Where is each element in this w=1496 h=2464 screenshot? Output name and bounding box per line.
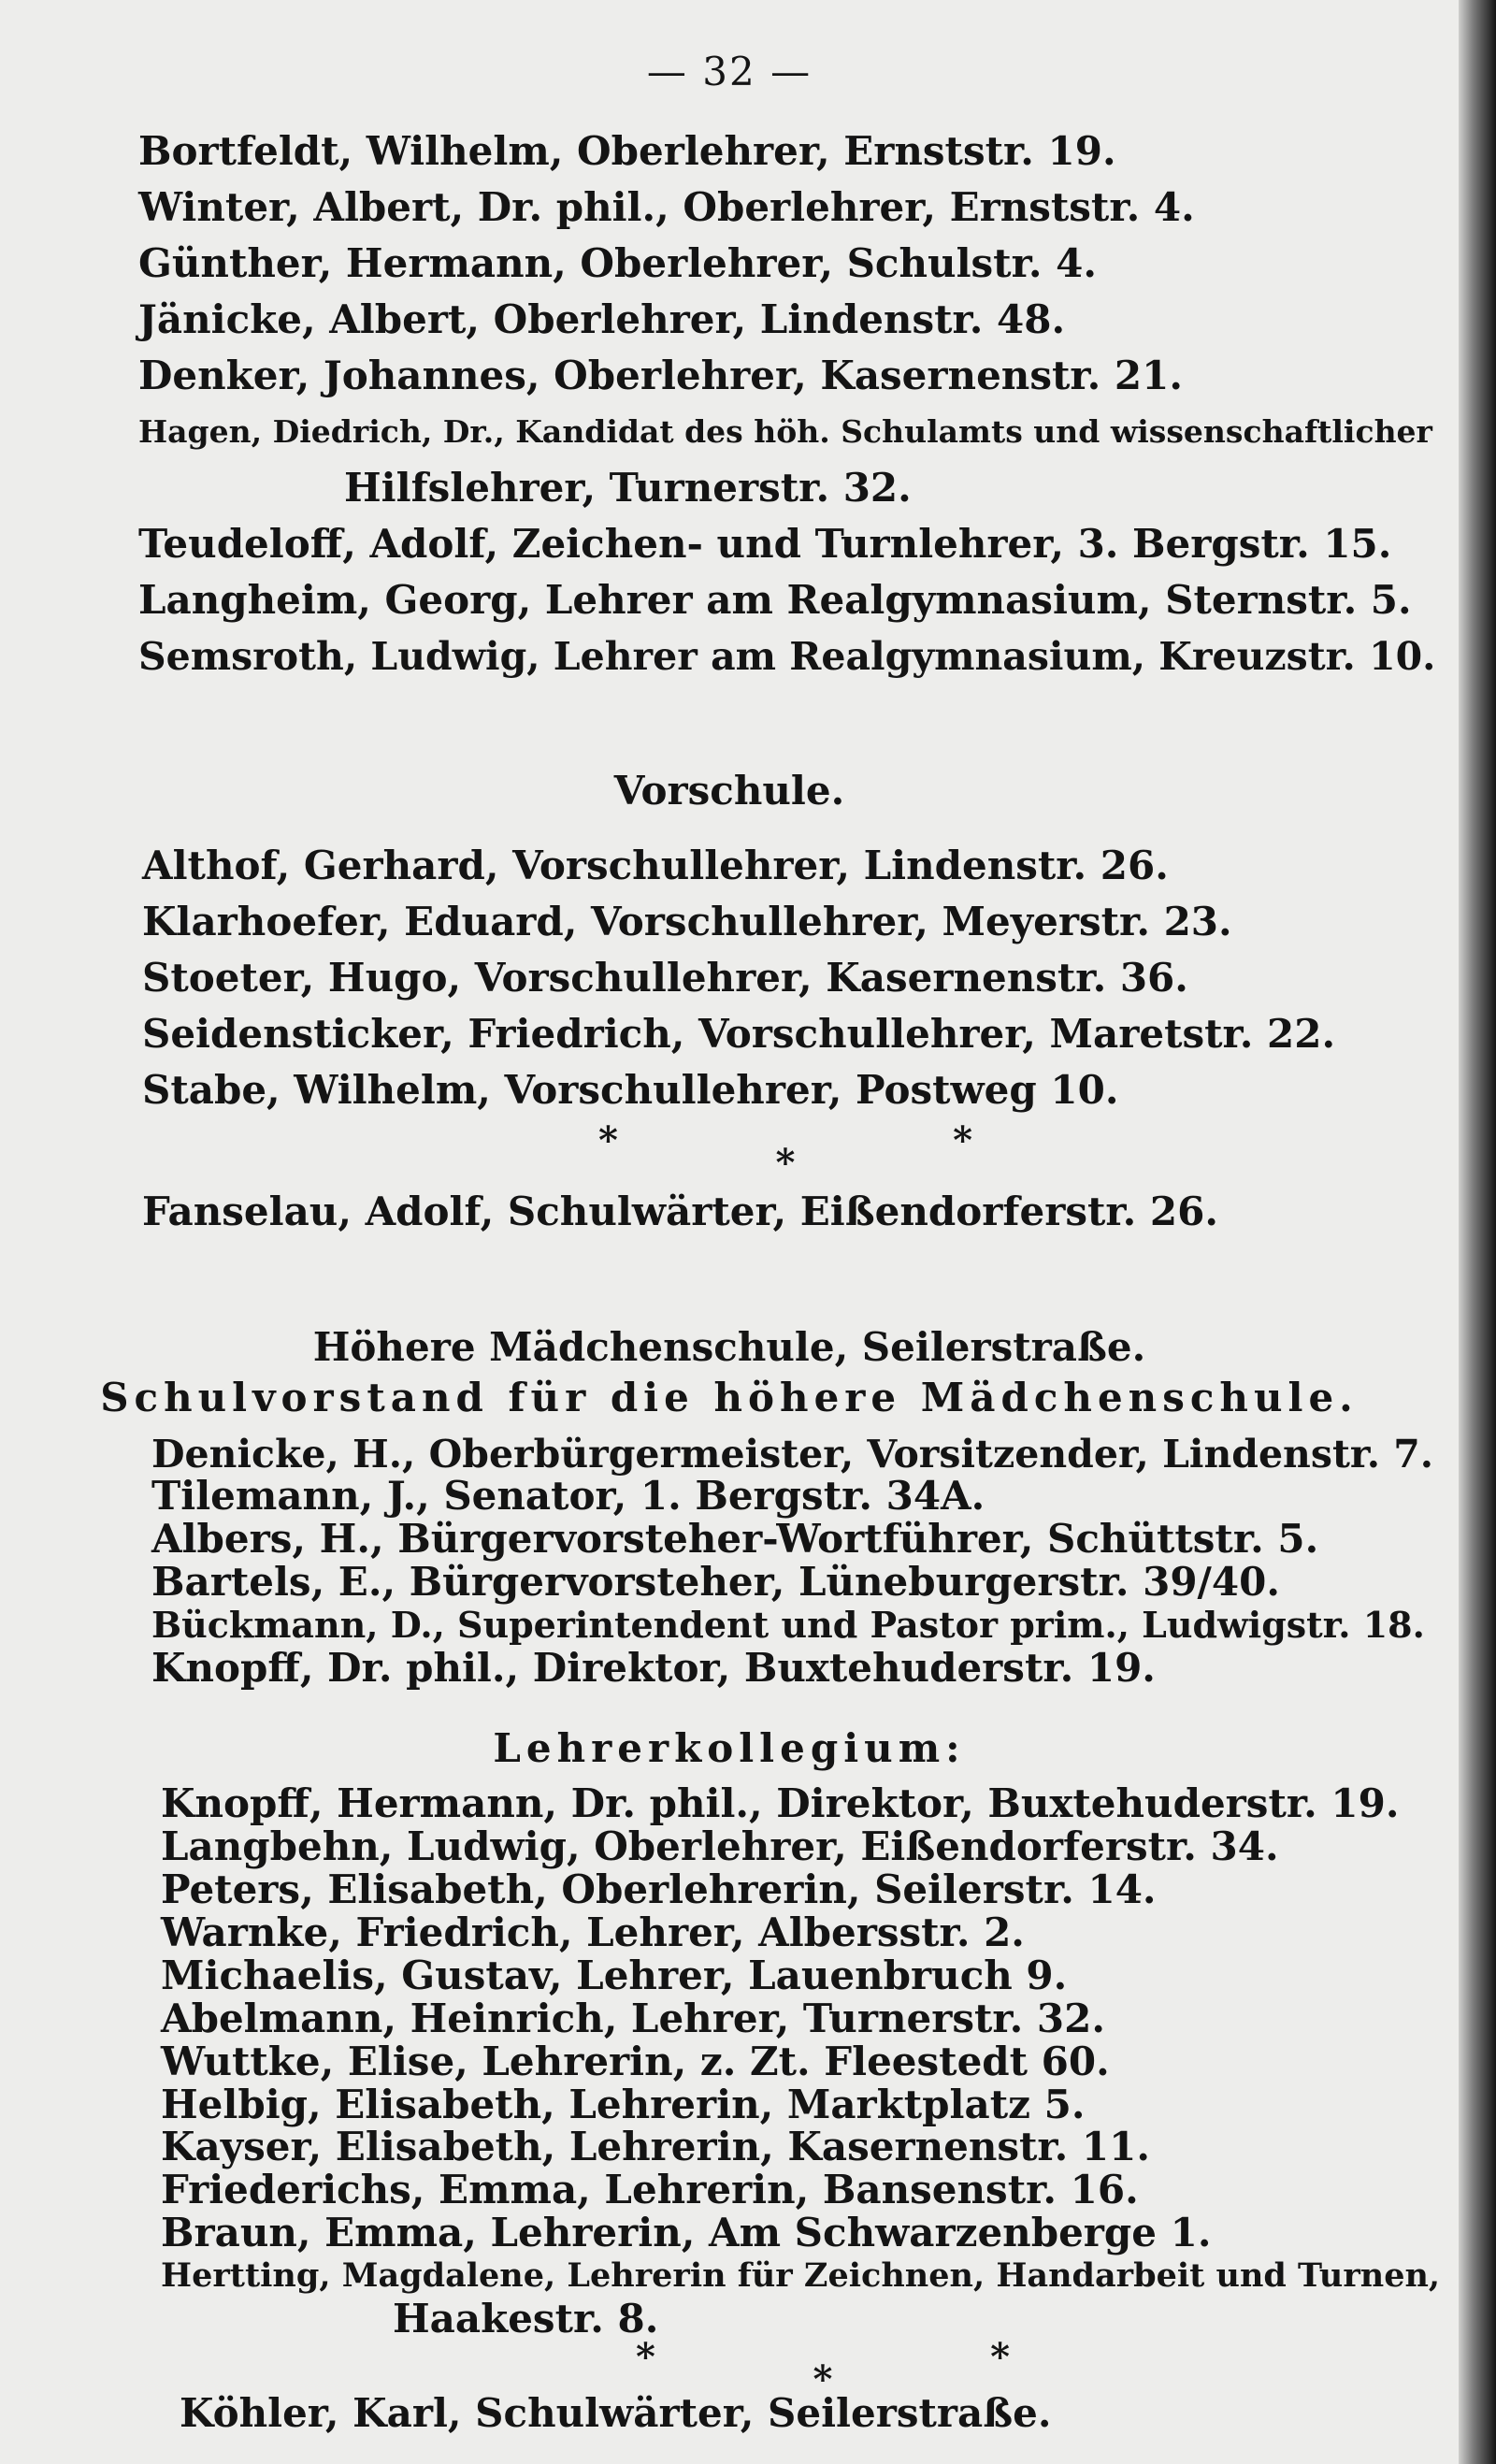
list-item-continuation: Haakestr. 8. xyxy=(393,2296,659,2342)
section-separator-stars xyxy=(598,1118,972,1185)
list-item: Warnke, Friedrich, Lehrer, Albersstr. 2. xyxy=(161,1909,1025,1955)
list-item: Bortfeldt, Wilhelm, Oberlehrer, Ernststr. 19. xyxy=(138,128,1116,174)
subheading-schulvorstand: Schulvorstand für die höhere Mädchenschule. xyxy=(100,1374,1359,1420)
list-item-janitor: Köhler, Karl, Schulwärter, Seilerstraße. xyxy=(180,2390,1052,2436)
list-item: Stabe, Wilhelm, Vorschullehrer, Postweg 10. xyxy=(142,1067,1119,1113)
list-item: Kayser, Elisabeth, Lehrerin, Kasernenstr. 11. xyxy=(161,2124,1150,2170)
list-item: Tilemann, J., Senator, 1. Bergstr. 34A. xyxy=(151,1473,985,1520)
list-item-continuation: Hilfslehrer, Turnerstr. 32. xyxy=(344,465,912,511)
list-item: Knopff, Dr. phil., Direktor, Buxtehuderstr. 19. xyxy=(151,1644,1156,1691)
list-item: Semsroth, Ludwig, Lehrer am Realgymnasium, Kreuzstr. 10. xyxy=(138,634,1436,679)
list-item: Abelmann, Heinrich, Lehrer, Turnerstr. 32. xyxy=(161,1995,1105,2041)
section-heading-vorschule: Vorschule. xyxy=(613,768,845,814)
section-heading-maedchenschule: Höhere Mädchenschule, Seilerstraße. xyxy=(312,1324,1146,1371)
list-item: Helbig, Elisabeth, Lehrerin, Marktplatz 5. xyxy=(161,2081,1086,2127)
list-item: Knopff, Hermann, Dr. phil., Direktor, Buxtehuderstr. 19. xyxy=(161,1780,1400,1827)
list-item: Peters, Elisabeth, Oberlehrerin, Seilerstr. 14. xyxy=(161,1866,1157,1913)
list-item: Denker, Johannes, Oberlehrer, Kasernenstr. 21. xyxy=(138,353,1183,398)
list-item: Bartels, E., Bürgervorsteher, Lüneburgerstr. 39/40. xyxy=(151,1559,1280,1606)
list-item: Jänicke, Albert, Oberlehrer, Lindenstr. 48. xyxy=(138,296,1066,342)
list-item: Klarhoefer, Eduard, Vorschullehrer, Meyerstr. 23. xyxy=(142,899,1232,944)
list-item: Friederichs, Emma, Lehrerin, Bansenstr. 16. xyxy=(161,2167,1139,2213)
list-item: Seidensticker, Friedrich, Vorschullehrer, Maretstr. 22. xyxy=(142,1011,1336,1057)
list-item: Teudeloff, Adolf, Zeichen- und Turnlehrer, 3. Bergstr. 15. xyxy=(138,521,1392,567)
star: * xyxy=(775,1141,796,1185)
list-item: Michaelis, Gustav, Lehrer, Lauenbruch 9. xyxy=(161,1952,1068,1998)
list-item: Langheim, Georg, Lehrer am Realgymnasium, Sternstr. 5. xyxy=(138,577,1412,623)
list-item: Hagen, Diedrich, Dr., Kandidat des höh. Schulamts und wissenschaftlicher xyxy=(138,413,1432,450)
list-item: Bückmann, D., Superintendent und Pastor prim., Ludwigstr. 18. xyxy=(151,1604,1425,1647)
list-item-janitor: Fanselau, Adolf, Schulwärter, Eißendorferstr. 26. xyxy=(142,1189,1218,1234)
list-item: Braun, Emma, Lehrerin, Am Schwarzenberge 1. xyxy=(161,2210,1212,2256)
star: * xyxy=(990,2334,1010,2379)
list-item: Günther, Hermann, Oberlehrer, Schulstr. 4. xyxy=(138,240,1097,286)
list-item: Winter, Albert, Dr. phil., Oberlehrer, Ernststr. 4. xyxy=(138,184,1195,230)
list-item: Langbehn, Ludwig, Oberlehrer, Eißendorferstr. 34. xyxy=(161,1823,1279,1870)
list-item: Albers, H., Bürgervorsteher-Wortführer, Schüttstr. 5. xyxy=(151,1516,1319,1563)
star: * xyxy=(598,1118,618,1162)
list-item: Denicke, H., Oberbürgermeister, Vorsitzender, Lindenstr. 7. xyxy=(151,1431,1434,1477)
page-edge-shadow xyxy=(1459,0,1496,2464)
star: * xyxy=(636,2334,655,2379)
page-number: — 32 — xyxy=(646,49,813,94)
star: * xyxy=(813,2356,833,2401)
star: * xyxy=(953,1118,972,1162)
subheading-lehrerkollegium: Lehrerkollegium: xyxy=(493,1724,966,1771)
list-item: Wuttke, Elise, Lehrerin, z. Zt. Fleestedt 60. xyxy=(161,2038,1110,2084)
list-item: Althof, Gerhard, Vorschullehrer, Lindenstr. 26. xyxy=(142,843,1169,888)
list-item: Stoeter, Hugo, Vorschullehrer, Kasernenstr. 36. xyxy=(142,955,1188,1001)
list-item: Hertting, Magdalene, Lehrerin für Zeichnen, Handarbeit und Turnen, xyxy=(161,2256,1441,2296)
